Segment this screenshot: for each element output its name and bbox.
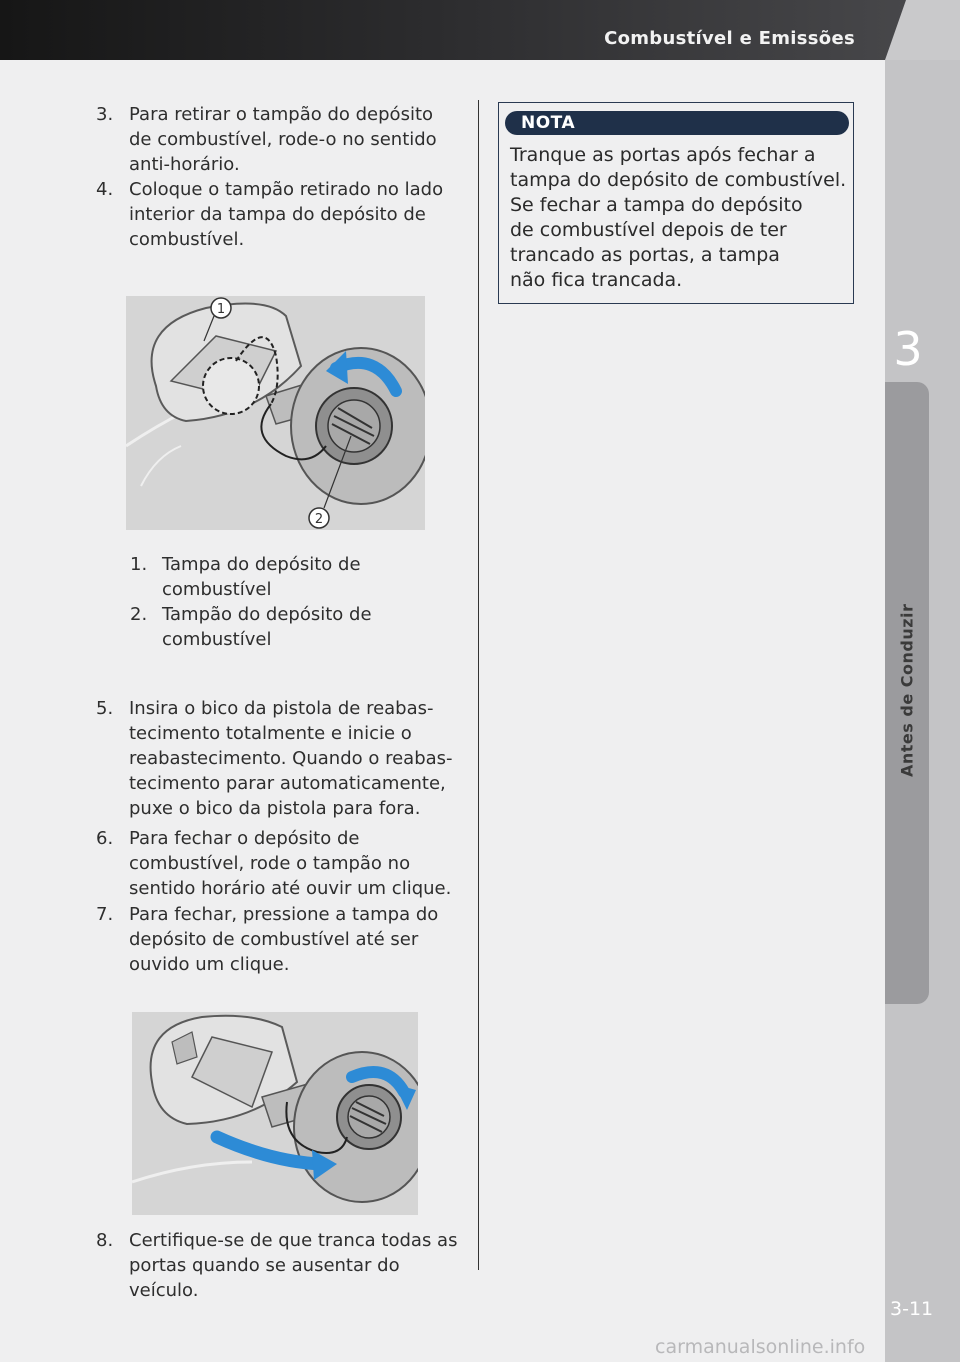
legend-line: combustível (162, 629, 272, 650)
step-line: reabastecimento. Quando o reabas- (129, 748, 453, 769)
step-line: interior da tampa do depósito de (129, 204, 426, 225)
legend-line: Tampa do depósito de (162, 554, 361, 575)
note-box (498, 102, 854, 304)
fuel-cap-closing-illustration (132, 1012, 418, 1215)
legend-line: Tampão do depósito de (162, 604, 372, 625)
page-number: 3-11 (890, 1298, 934, 1320)
step-line: anti-horário. (129, 154, 240, 175)
step-line: depósito de combustível até ser (129, 929, 419, 950)
note-line: Tranque as portas após fechar a (510, 144, 816, 166)
step-number: 5. (96, 698, 114, 719)
chapter-number: 3 (893, 322, 923, 376)
step-line: Para retirar o tampão do depósito (129, 104, 434, 125)
step-number: 3. (96, 104, 114, 125)
step-line: Para fechar o depósito de (129, 828, 360, 849)
fuel-cap-closing-drawing (132, 1012, 418, 1215)
step-line: combustível, rode o tampão no (129, 853, 411, 874)
fuel-cap-removal-drawing (126, 296, 425, 530)
step-line: Certifique-se de que tranca todas as (129, 1230, 458, 1251)
legend-item-2 (130, 602, 460, 652)
step-3 (96, 102, 466, 177)
step-number: 4. (96, 179, 114, 200)
step-line: Para fechar, pressione a tampa do (129, 904, 439, 925)
legend-line: combustível (162, 579, 272, 600)
step-number: 6. (96, 828, 114, 849)
fuel-cap-removal-illustration (126, 296, 425, 530)
step-line: Coloque o tampão retirado no lado (129, 179, 444, 200)
callout-2: 2 (314, 512, 324, 527)
step-line: combustível. (129, 229, 245, 250)
step-line: de combustível, rode-o no sentido (129, 129, 437, 150)
column-divider (478, 100, 479, 1270)
section-title: Combustível e Emissões (604, 28, 855, 49)
step-line: tecimento totalmente e inicie o (129, 723, 412, 744)
note-line: tampa do depósito de combustível. (510, 169, 847, 191)
watermark-text: carmanualsonline.info (655, 1336, 866, 1358)
step-line: portas quando se ausentar do veículo. (129, 1255, 400, 1301)
header-corner (885, 0, 960, 60)
page-header (0, 0, 960, 60)
step-line: Insira o bico da pistola de reabas- (129, 698, 434, 719)
note-line: não fica trancada. (510, 269, 683, 291)
note-line: Se fechar a tampa do depósito (510, 194, 803, 216)
step-5 (96, 696, 466, 821)
note-text (510, 143, 850, 293)
step-4 (96, 177, 466, 252)
step-number: 8. (96, 1230, 114, 1251)
legend-number: 2. (130, 604, 148, 625)
note-line: de combustível depois de ter (510, 219, 787, 241)
callout-1: 1 (216, 302, 226, 317)
note-line: trancado as portas, a tampa (510, 244, 780, 266)
step-6 (96, 826, 466, 901)
chapter-name: Antes de Conduzir (897, 603, 917, 777)
legend-item-1 (130, 552, 460, 602)
legend-number: 1. (130, 554, 148, 575)
step-8 (96, 1228, 466, 1303)
step-line: puxe o bico da pistola para fora. (129, 798, 421, 819)
step-line: sentido horário até ouvir um clique. (129, 878, 452, 899)
step-line: ouvido um clique. (129, 954, 290, 975)
note-label: NOTA (505, 111, 849, 135)
step-line: tecimento parar automaticamente, (129, 773, 446, 794)
step-7 (96, 902, 466, 977)
step-number: 7. (96, 904, 114, 925)
